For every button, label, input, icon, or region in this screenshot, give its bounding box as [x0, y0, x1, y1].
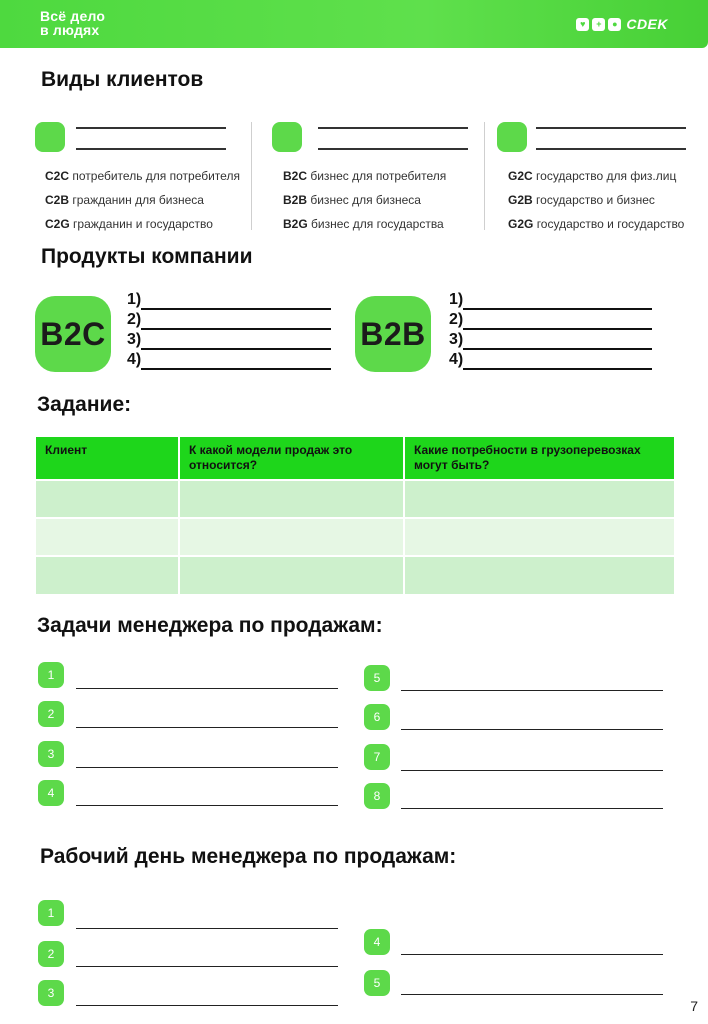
- number-badge: 2: [38, 941, 64, 967]
- answer-line[interactable]: [76, 928, 338, 929]
- table-cell[interactable]: [404, 556, 674, 594]
- list-item: G2C государство для физ.лиц: [508, 169, 677, 183]
- table-cell[interactable]: [179, 518, 404, 556]
- brand-name: CDEK: [626, 16, 668, 32]
- b2c-badge: B2C: [35, 296, 111, 372]
- table-cell[interactable]: [179, 556, 404, 594]
- answer-line[interactable]: [76, 767, 338, 768]
- table-header-row: [36, 437, 674, 480]
- client-col-3-marker: [497, 122, 527, 152]
- number-badge: 4: [38, 780, 64, 806]
- number-badge: 6: [364, 704, 390, 730]
- page-number: 7: [690, 998, 698, 1014]
- plus-icon: +: [592, 18, 605, 31]
- blank-line: [318, 148, 468, 150]
- manager-tasks-title: Задачи менеджера по продажам:: [37, 614, 383, 637]
- brand-logo: [576, 16, 668, 32]
- answer-line[interactable]: [76, 727, 338, 728]
- client-list-col-3: [508, 164, 684, 236]
- divider: [251, 122, 252, 230]
- table-row: [36, 518, 674, 556]
- answer-line[interactable]: [76, 805, 338, 806]
- table-row: [36, 480, 674, 518]
- table-cell[interactable]: [36, 556, 179, 594]
- answer-line[interactable]: [401, 729, 663, 730]
- number-badge: 8: [364, 783, 390, 809]
- list-item: C2G гражданин и государство: [45, 217, 213, 231]
- product-line: 1): [127, 290, 331, 310]
- number-badge: 3: [38, 980, 64, 1006]
- table-header-cell: Клиент: [36, 437, 179, 480]
- list-item: B2B бизнес для бизнеса: [283, 193, 421, 207]
- table-cell[interactable]: [36, 480, 179, 518]
- blank-line: [76, 127, 226, 129]
- answer-line[interactable]: [401, 954, 663, 955]
- chat-icon: ●: [608, 18, 621, 31]
- divider: [484, 122, 485, 230]
- list-item: B2G бизнес для государства: [283, 217, 444, 231]
- answer-line[interactable]: [401, 690, 663, 691]
- blank-line: [536, 127, 686, 129]
- client-list-col-1: [45, 164, 240, 236]
- number-badge: 3: [38, 741, 64, 767]
- products-title: Продукты компании: [41, 245, 253, 268]
- list-item: C2B гражданин для бизнеса: [45, 193, 204, 207]
- product-line: 3): [127, 330, 331, 350]
- table-header-cell: Какие потребности в грузоперевозках могут быть?: [404, 437, 674, 480]
- number-badge: 2: [38, 701, 64, 727]
- answer-line[interactable]: [401, 994, 663, 995]
- blank-line: [318, 127, 468, 129]
- blank-line: [76, 148, 226, 150]
- task-title: Задание:: [37, 393, 132, 416]
- answer-line[interactable]: [76, 1005, 338, 1006]
- product-line: 2): [127, 310, 331, 330]
- table-cell[interactable]: [404, 480, 674, 518]
- answer-line[interactable]: [401, 808, 663, 809]
- table-cell[interactable]: [404, 518, 674, 556]
- number-badge: 5: [364, 665, 390, 691]
- header-banner: [0, 0, 708, 48]
- number-badge: 7: [364, 744, 390, 770]
- number-badge: 5: [364, 970, 390, 996]
- table-cell[interactable]: [179, 480, 404, 518]
- list-item: B2C бизнес для потребителя: [283, 169, 447, 183]
- product-line: 3): [449, 330, 652, 350]
- product-line: 4): [449, 350, 652, 370]
- slogan-line-2: в людях: [40, 22, 100, 38]
- number-badge: 1: [38, 662, 64, 688]
- client-list-col-2: [283, 164, 446, 236]
- product-line: 2): [449, 310, 652, 330]
- product-line: 1): [449, 290, 652, 310]
- client-types-title: Виды клиентов: [41, 68, 204, 91]
- table-row: [36, 556, 674, 594]
- answer-line[interactable]: [401, 770, 663, 771]
- product-line: 4): [127, 350, 331, 370]
- number-badge: 4: [364, 929, 390, 955]
- answer-line[interactable]: [76, 688, 338, 689]
- task-table: [36, 437, 674, 594]
- list-item: G2B государство и бизнес: [508, 193, 655, 207]
- heart-icon: ♥: [576, 18, 589, 31]
- b2b-product-lines: [449, 290, 652, 370]
- blank-line: [536, 148, 686, 150]
- table-header-cell: К какой модели продаж это относится?: [179, 437, 404, 480]
- b2b-badge: B2B: [355, 296, 431, 372]
- answer-line[interactable]: [76, 966, 338, 967]
- workday-title: Рабочий день менеджера по продажам:: [40, 845, 457, 868]
- client-col-2-marker: [272, 122, 302, 152]
- list-item: C2C потребитель для потребителя: [45, 169, 240, 183]
- slogan: [40, 9, 105, 37]
- list-item: G2G государство и государство: [508, 217, 685, 231]
- b2c-product-lines: [127, 290, 331, 370]
- number-badge: 1: [38, 900, 64, 926]
- table-cell[interactable]: [36, 518, 179, 556]
- slogan-line-1: Всё дело: [40, 8, 106, 24]
- client-col-1-marker: [35, 122, 65, 152]
